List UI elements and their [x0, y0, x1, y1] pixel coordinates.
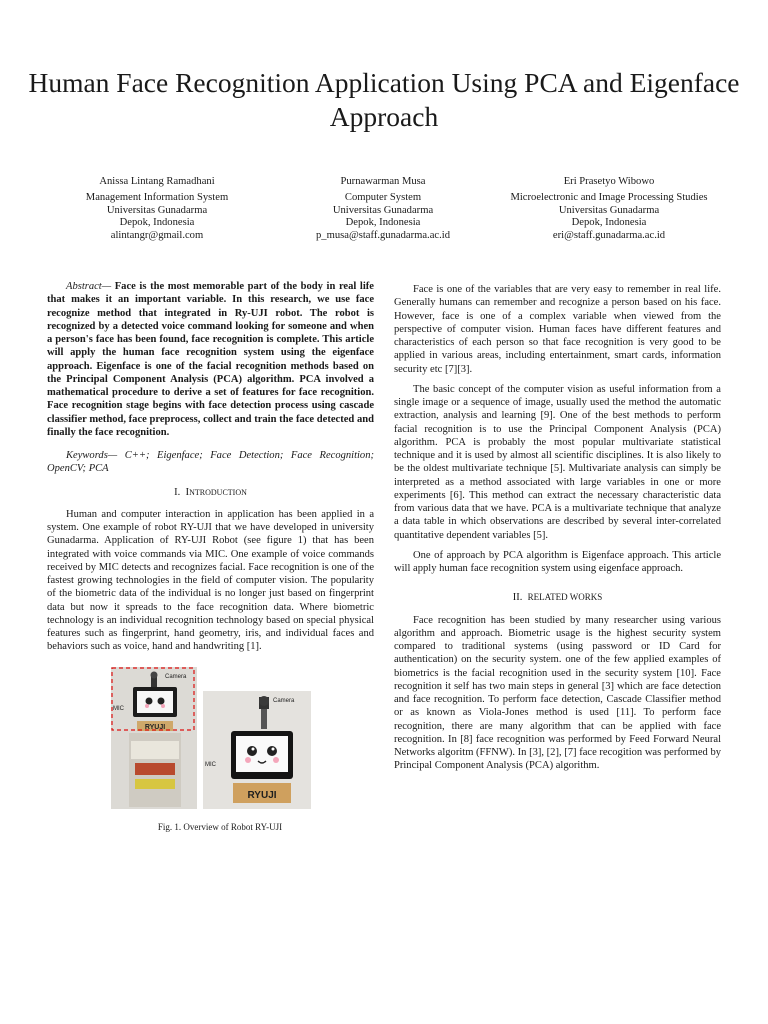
author-dept: Management Information System — [85, 191, 229, 203]
author-name: Eri Prasetyo Wibowo — [563, 176, 655, 187]
ryuji-text: RYUJI — [144, 723, 166, 731]
author-univ: Universitas Gunadarma — [106, 204, 208, 216]
camera-label: Camera — [165, 673, 187, 680]
author-dept: Computer System — [344, 191, 422, 203]
section-number: II. — [512, 592, 523, 604]
author-email: p_musa@staff.gunadarma.ac.id — [316, 230, 450, 242]
abstract-text: Face is the most memorable part of the body in real life that makes it an important variable. In this research, we use face recognize method that integrated in Ry-UJI robot. The robot is recognized by a detected voice command looking for someone and when a person's face has been found, face recognition is complete. This article will apply the human face recognition system using the eigenface approach. Eigenface is one of the facial recognition methods based on the Principal Component Analysis (PCA) algorithm. PCA involved a mathematical procedure to derive a set of features for face recognition. Face recognition stage begins with face detection process using cascade classifier method, face preprocess, collect and train the face detected and finally the face recognition. — [47, 281, 374, 438]
keywords: Keywords— C++; Eigenface; Face Detection; Face Recognition; OpenCV; PCA — [47, 450, 374, 475]
left-column — [47, 280, 374, 841]
author-city: Depok, Indonesia — [571, 217, 647, 229]
paragraph: One of approach by PCA algorithm is Eigenface approach. This article will apply human face recognition system using eigenface approach. — [394, 549, 721, 574]
author-1 — [32, 176, 282, 243]
author-city: Depok, Indonesia — [119, 217, 195, 229]
section-heading-introduction — [47, 486, 374, 499]
section-heading-related-works — [394, 591, 721, 604]
paragraph: Face is one of the variables that are very easy to remember in real life. Generally humans can remember and recognize a person based on his face. However, face is one of a complex variable when viewed from the perspective of computer vision. Human faces have different features and characteristics of each person so that face recognition is very good to be applied in various areas, including entertainment, smart cards, information security etc [7][3]. — [394, 284, 721, 375]
paper-title: Human Face Recognition Application Using PCA and Eigenface Approach — [28, 67, 740, 132]
right-column — [394, 283, 721, 780]
author-email: eri@staff.gunadarma.ac.id — [552, 230, 666, 242]
paragraph: The basic concept of the computer vision as useful information from a single image or a sequence of image, usually used the method the automatic extraction, analysis and learning [9]. One of the best methods to perform facial recognition is to use the Principal Component Analysis (PCA) algorithm. PCA is probably the most popular multivariate statistical technique and it is used by almost all scientific disciplines. It is also likely to be the oldest multivariate technique [5]. Multivariate analysis can simply be interpreted as a method associated with large variables in one or more experiments [6]. This method can extract the necessary characteristic data from various data that we have. PCA is a multivariate technique that analyze a data table in which observations are described by several inter-correlated quantitative dependent variables [5]. — [394, 383, 721, 541]
ryuji-text: RYUJI — [247, 789, 277, 801]
robot-front-image — [111, 667, 197, 809]
abstract — [47, 280, 374, 439]
author-univ: Universitas Gunadarma — [332, 204, 434, 216]
author-name: Anissa Lintang Ramadhani — [99, 176, 215, 187]
mic-label: MIC — [113, 705, 124, 712]
section-number: I. — [174, 486, 181, 498]
author-name: Purnawarman Musa — [340, 176, 426, 187]
introduction-paragraph: Human and computer interaction in application has been applied in a system. One example of robot RY-UJI that we have developed in university Gunadarma. Application of RY-UJI Robot (see figure 1) that has been integrated with voice commands via MIC. One example of voice commands received by MIC detects and recognizes facial. Face recognition is one of the fastest growing technologies in the field of computer vision. The popularity of the biometric data of the individual is no longer just based on fingerprint data but now it spreads to the face recognition data. Where biometric technology is an individual recognition technology based on special physical features such as fingerprint, hand geometry, iris, and individual faces and behaviors such as voice, hand and handwriting [1]. — [47, 508, 374, 653]
paragraph: Face recognition has been studied by many researcher using various algorithm and approach. Biometric usage is the highest security system compared to traditional systems (using password or ID Card for authentication) on the security system. one of the few applied examples of biometrics is the facial recognition used in the security system [10]. Face recognition it self has two main steps in general [3] which are face detection and face recognition. To perform face detection, Cascade Classifier method or as known as Viola-Jones method is used [11]. To perform face recognition, there are many algorithm that can be applied with face recognition. In [8] face recognition was performed by Feed Forward Neural Networks algoritm (FFNW). In [3], [2], [7] face recogition was performed by Principal Component Analysis (PCA) algorithm. — [394, 614, 721, 772]
section-title: RELATED WORKS — [527, 592, 603, 603]
robot-closeup-image — [203, 691, 311, 809]
author-3 — [484, 176, 734, 243]
camera-label: Camera — [273, 697, 295, 704]
author-email: alintangr@gmail.com — [110, 230, 204, 242]
figure-caption: Fig. 1. Overview of Robot RY-UJI — [157, 821, 283, 832]
author-city: Depok, Indonesia — [345, 217, 421, 229]
mic-label: MIC — [205, 761, 216, 768]
abstract-lead: Abstract— — [66, 281, 112, 292]
section-title: Introduction — [185, 485, 247, 498]
author-dept: Microelectronic and Image Processing Studies — [510, 191, 708, 203]
author-2 — [258, 176, 508, 243]
robot-photo-closeup — [203, 691, 311, 809]
figure-robot — [47, 661, 374, 821]
robot-photo-front — [111, 667, 197, 809]
author-univ: Universitas Gunadarma — [558, 204, 660, 216]
